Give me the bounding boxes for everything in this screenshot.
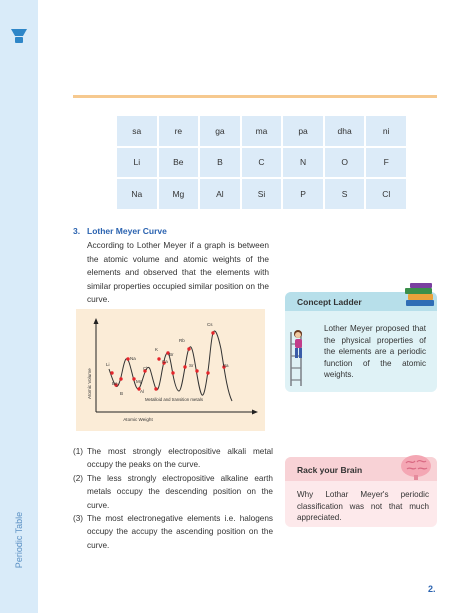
- page-number: 2.: [428, 584, 436, 594]
- section-title: Lother Meyer Curve: [87, 226, 167, 236]
- octave-table: [117, 116, 406, 209]
- table-cell: Li: [117, 148, 157, 178]
- section-number: 3.: [73, 226, 81, 236]
- list-item-text: The less strongly electropositive alkaline earth metals occupy the descending position on the curve.: [87, 473, 273, 510]
- table-cell: re: [159, 116, 199, 146]
- table-cell: ma: [242, 116, 282, 146]
- table-cell: dha: [325, 116, 365, 146]
- table-cell: ga: [200, 116, 240, 146]
- header-rule: [73, 95, 437, 98]
- section-paragraph: According to Lother Meyer if a graph is between the atomic volume and atomic weights of the elements and observed that the elements with similar properties occupied similar position on the curve.: [87, 240, 269, 305]
- list-item-text: The most electronegative elements i.e. halogens occupy the accupy the ascending position on the curve.: [87, 514, 273, 550]
- table-cell: O: [325, 148, 365, 178]
- list-item-text: The most strongly electropositive alkali metal occupy the peaks on the curve.: [87, 447, 273, 470]
- brain-icon: [398, 453, 434, 481]
- concept-ladder-title: Concept Ladder: [297, 297, 362, 307]
- sidebar: [0, 0, 38, 613]
- concept-ladder-text: Lother Meyer proposed that the physical properties of the elements are a periodic function of the atomic weights.: [324, 324, 426, 379]
- curve-svg: [76, 309, 265, 431]
- rack-your-brain-title: Rack your Brain: [297, 465, 363, 475]
- table-cell: P: [283, 179, 323, 209]
- lothar-meyer-curve-figure: [76, 309, 265, 431]
- table-cell: Si: [242, 179, 282, 209]
- label-b: B: [120, 391, 124, 396]
- label-na: Na: [130, 356, 136, 361]
- list-item-number: (2): [73, 473, 84, 483]
- observation-list: [73, 445, 273, 552]
- sidebar-chapter-label: Periodic Table: [14, 511, 24, 569]
- table-cell: pa: [283, 116, 323, 146]
- graph-ylabel: Atomic Volume: [87, 368, 92, 399]
- table-cell: Cl: [366, 179, 406, 209]
- label-li: Li: [106, 362, 110, 367]
- table-cell: N: [283, 148, 323, 178]
- label-cs: Cs: [207, 322, 213, 327]
- list-item: [73, 512, 273, 552]
- label-ca: Ca: [162, 359, 168, 364]
- table-cell: Mg: [159, 179, 199, 209]
- table-cell: Na: [117, 179, 157, 209]
- table-cell: ni: [366, 116, 406, 146]
- logo-icon: [9, 26, 29, 46]
- list-item: [73, 445, 273, 472]
- graph-annotation: Metalloid and transition metals: [144, 397, 204, 402]
- table-cell: sa: [117, 116, 157, 146]
- label-be: Be: [112, 381, 118, 386]
- ladder-girl-icon: [287, 326, 321, 386]
- label-sr: Sr: [189, 363, 194, 368]
- table-cell: F: [366, 148, 406, 178]
- label-br: Br: [169, 352, 174, 357]
- list-item-number: (1): [73, 447, 84, 456]
- table-cell: S: [325, 179, 365, 209]
- table-cell: C: [242, 148, 282, 178]
- table-cell: B: [200, 148, 240, 178]
- table-cell: Al: [200, 179, 240, 209]
- rack-your-brain-text: Why Lothar Meyer's periodic classification was not that much appreciated.: [297, 490, 429, 522]
- label-rb: Rb: [179, 338, 185, 343]
- label-ba: Ba: [223, 363, 229, 368]
- label-cl: Cl: [143, 366, 148, 371]
- label-al: Al: [140, 389, 145, 394]
- table-cell: Be: [159, 148, 199, 178]
- list-item: [73, 472, 273, 512]
- list-item-number: (3): [73, 514, 84, 524]
- books-icon: [404, 283, 436, 307]
- label-mg: Mg: [136, 379, 143, 384]
- label-k: K: [155, 347, 159, 352]
- graph-xlabel: Atomic Weight: [123, 417, 153, 422]
